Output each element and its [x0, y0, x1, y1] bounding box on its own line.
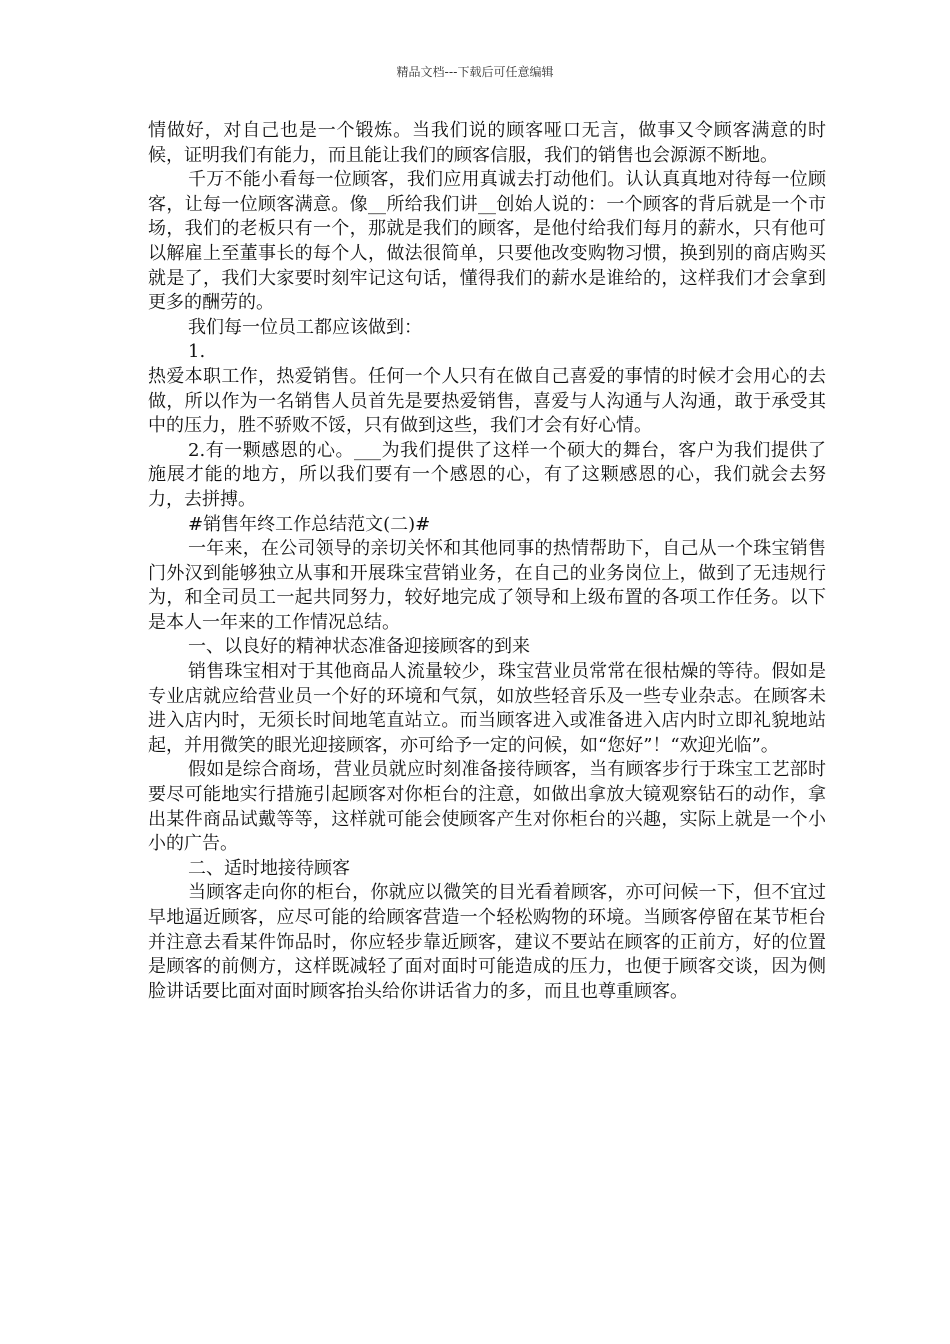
paragraph-gratitude: 2.有一颗感恩的心。___为我们提供了这样一个硕大的舞台，客户为我们提供了施展才能的地方，所以我们要有一个感恩的心，有了这颗感恩的心，我们就会去努力，去拼搏。	[148, 439, 826, 510]
heading-timely-reception: 二、适时地接待顾客	[188, 857, 350, 879]
list-number-1: 1.	[188, 341, 206, 363]
paragraph-jewelry-waiting: 销售珠宝相对于其他商品人流量较少，珠宝营业员常常在很枯燥的等待。假如是专业店就应给营业员一个好的环境和气氛，如放些轻音乐及一些专业杂志。在顾客未进入店内时，无须长时间地笔直站立。而当顾客进入或准备进入店内时立即礼貌地站起，并用微笑的眼光迎接顾客，亦可给予一定的问候，如“您好”！“欢迎光临”。	[148, 661, 826, 756]
paragraph-mall-counter: 假如是综合商场，营业员就应时刻准备接待顾客，当有顾客步行于珠宝工艺部时要尽可能地实行措施引起顾客对你柜台的注意，如做出拿放大镜观察钻石的动作，拿出某件商品试戴等等，这样就可能会使顾客产生对你柜台的兴趣，实际上就是一个小小的广告。	[148, 759, 826, 855]
paragraph-staff-duties-intro: 我们每一位员工都应该做到：	[188, 316, 422, 338]
document-body	[148, 119, 826, 1004]
paragraph-love-sales: 热爱本职工作，热爱销售。任何一个人只有在做自己喜爱的事情的时候才会用心的去做，所以作为一名销售人员首先是要热爱销售，喜爱与人沟通与人沟通，敢于承受其中的压力，胜不骄败不馁，只有做到这些，我们才会有好心情。	[148, 365, 826, 437]
section-heading-sample-two: #销售年终工作总结范文(二)#	[188, 513, 431, 535]
paragraph-continuation: 情做好，对自己也是一个锻炼。当我们说的顾客哑口无言，做事又令顾客满意的时候，证明我们有能力，而且能让我们的顾客信服，我们的销售也会源源不断地。	[148, 120, 826, 166]
page-header: 精品文档---下载后可任意编辑	[396, 65, 554, 79]
heading-good-spirit: 一、以良好的精神状态准备迎接顾客的到来	[188, 636, 530, 658]
paragraph-year-summary: 一年来，在公司领导的亲切关怀和其他同事的热情帮助下，自己从一个珠宝销售门外汉到能够独立从事和开展珠宝营销业务，在自己的业务岗位上，做到了无违规行为，和全司员工一起共同努力，较好地完成了领导和上级布置的各项工作任务。以下是本人一年来的工作情况总结。	[148, 538, 826, 633]
paragraph-approach-customer: 当顾客走向你的柜台，你就应以微笑的目光看着顾客，亦可问候一下，但不宜过早地逼近顾客，应尽可能的给顾客营造一个轻松购物的环境。当顾客停留在某节柜台并注意去看某件饰品时，你应轻步靠近顾客，建议不要站在顾客的正前方，好的位置是顾客的前侧方，这样既减轻了面对面时可能造成的压力，也便于顾客交谈，因为侧脸讲话要比面对面时顾客抬头给你讲话省力的多，而且也尊重顾客。	[148, 882, 826, 1002]
paragraph-customer-respect: 千万不能小看每一位顾客，我们应用真诚去打动他们。认认真真地对待每一位顾客，让每一位顾客满意。像__所给我们讲__创始人说的：一个顾客的背后就是一个市场，我们的老板只有一个，那就是我们的顾客，是他付给我们每月的薪水，只有他可以解雇上至董事长的每个人，做法很简单，只要他改变购物习惯，换到别的商店购买就是了，我们大家要时刻牢记这句话，懂得我们的薪水是谁给的，这样我们才会拿到更多的酬劳的。	[148, 169, 826, 314]
